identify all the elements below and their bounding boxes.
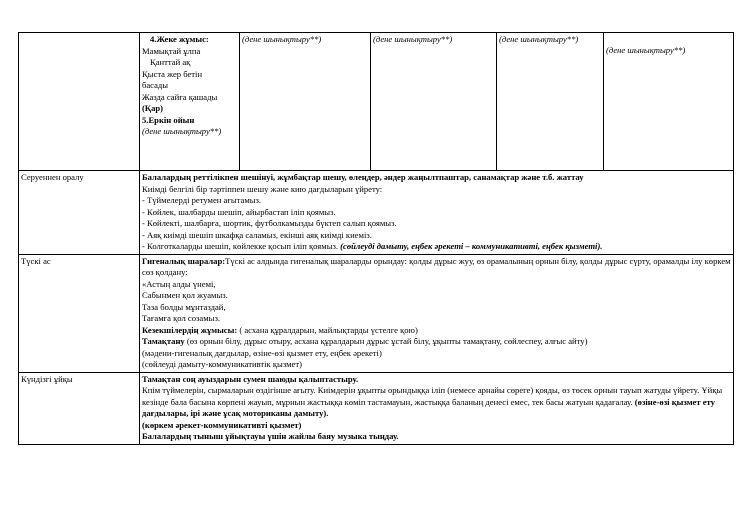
hygiene-title: Гигеналық шаралар:	[142, 255, 226, 266]
riddle-line: Қанттай ақ	[150, 57, 191, 67]
instruction-line: - Колготкаларды шешіп, көйлекке қосып іліп қоямыз.	[142, 241, 339, 251]
duty-title: Кезекшілердің жұмысы:	[142, 324, 238, 335]
free-game-note: (дене шынықтыру**)	[142, 126, 222, 136]
row-individual-work	[19, 33, 734, 171]
instruction-line: - Көйлекті, шалбарға, шортик, футболкамызды бүктеп салып қоямыз.	[142, 218, 397, 228]
schedule-table	[18, 32, 734, 445]
instruction-line: - Көйлек, шалбарды шешіп, айырбастап іліп қоямыз.	[142, 206, 336, 217]
instruction-line: Киімді белгілі бір тәртіппен шешу және кию дағдыларын үйрету:	[142, 183, 383, 194]
hygiene-text: Түскі ас алдында гигеналық шараларды орындау: қолды дұрыс жуу, өз орамалының орнын білу, қолды дұрыс сүрту, орамалды ілу көркем сөз қолдану:	[142, 255, 731, 277]
activity-note: (өзіне-өзі қызмет ету дағдылары, ірі және ұсақ моториканы дамыту).	[142, 396, 715, 418]
poem-line: Сабынмен қол жуамыз.	[142, 290, 228, 300]
day-cell	[371, 33, 497, 171]
nap-cell	[140, 372, 734, 444]
instruction-line: - Түймелерді ретумен ағытамыз.	[142, 195, 262, 205]
poem-line: «Астың алды үнемі,	[142, 278, 216, 289]
day-cell	[497, 33, 604, 171]
row-label-empty	[19, 33, 140, 171]
activity-note: (сөйлеуді дамыту-коммуникативтік қызмет)	[142, 359, 302, 369]
riddle-line: Мамықтай ұлпа	[142, 45, 201, 56]
row-lunch	[19, 254, 734, 372]
activity-note: (дене шынықтыру**)	[242, 34, 322, 44]
section-heading: Балалардың реттілікпен шешінуі, жұмбақтар шешу, өлеңдер, әндер жаңылтпаштар, санамақтар және т.б. жаттау	[142, 172, 584, 182]
row-return-from-walk	[19, 171, 734, 255]
activity-note: (дене шынықтыру**)	[606, 45, 686, 55]
individual-work-title: 4.Жеке жұмыс:	[150, 34, 209, 44]
activity-note: (мәдени-гигеналық дағдылар, өзіне-өзі қызмет ету, еңбек әрекеті)	[142, 347, 382, 358]
instruction-line: - Аяқ киімді шешіп шкафқа саламыз, екінші аяқ киімді киеміз.	[142, 229, 372, 240]
riddle-line: Қыста жер бетін	[142, 68, 203, 79]
riddle-line: басады	[142, 80, 169, 90]
poem-line: Тағамға қол созамыз.	[142, 313, 220, 323]
individual-work-cell	[140, 33, 240, 171]
day-cell	[240, 33, 371, 171]
music-line: Балалардың тыныш ұйықтауы үшін жайлы баяу музыка тыңдау.	[142, 431, 399, 441]
free-game-title: 5.Еркін ойын	[142, 114, 195, 125]
duty-text: ( асхана құралдарын, майлықтарды үстелге қою)	[237, 324, 418, 335]
riddle-line: Жазда сайға қашады	[142, 91, 218, 102]
eating-text: (өз орнын білу, дұрыс отыру, асхана құралдарын дұрыс ұстай білу, ұқыпты тамақтану, сөйлеспеу, алғыс айту)	[184, 336, 588, 346]
section-heading: Тамақтан соң ауыздарын сумен шаюды қалыптастыру.	[142, 373, 359, 384]
riddle-answer: (Қар)	[142, 103, 164, 113]
activity-note: (дене шынықтыру**)	[499, 34, 579, 44]
return-from-walk-cell	[140, 171, 734, 255]
activity-note: (дене шынықтыру**)	[373, 34, 453, 44]
day-cell	[604, 33, 734, 171]
nap-text: Кпім түймелерін, сырмаларын өздігінше ағыту. Киімдерін ұқыпты орындыққа іліп (немесе арнайы сөреге) қояды, өз төсек орнын тауып жатуды үйрету. Ұйқы кезінде бала басына көрпені жауып, мұрнын жастыққа көміп тастамауын, жастыққа баланың денесі емес, тек басы жатуын қадағалау.	[142, 385, 723, 407]
row-label: Күндізгі ұйқы	[19, 372, 140, 444]
row-label: Серуеннен оралу	[19, 171, 140, 255]
activity-note: (көркем әрекет-коммуникативті қызмет)	[142, 419, 302, 430]
row-nap	[19, 372, 734, 444]
activity-note: (сөйлеуді дамыту, еңбек әрекеті – коммуникативті, еңбек қызметі).	[340, 241, 603, 251]
row-label: Түскі ас	[19, 254, 140, 372]
poem-line: Таза болды мұнтаздай,	[142, 301, 226, 312]
lunch-cell	[140, 254, 734, 372]
eating-title: Тамақтану	[142, 336, 185, 346]
